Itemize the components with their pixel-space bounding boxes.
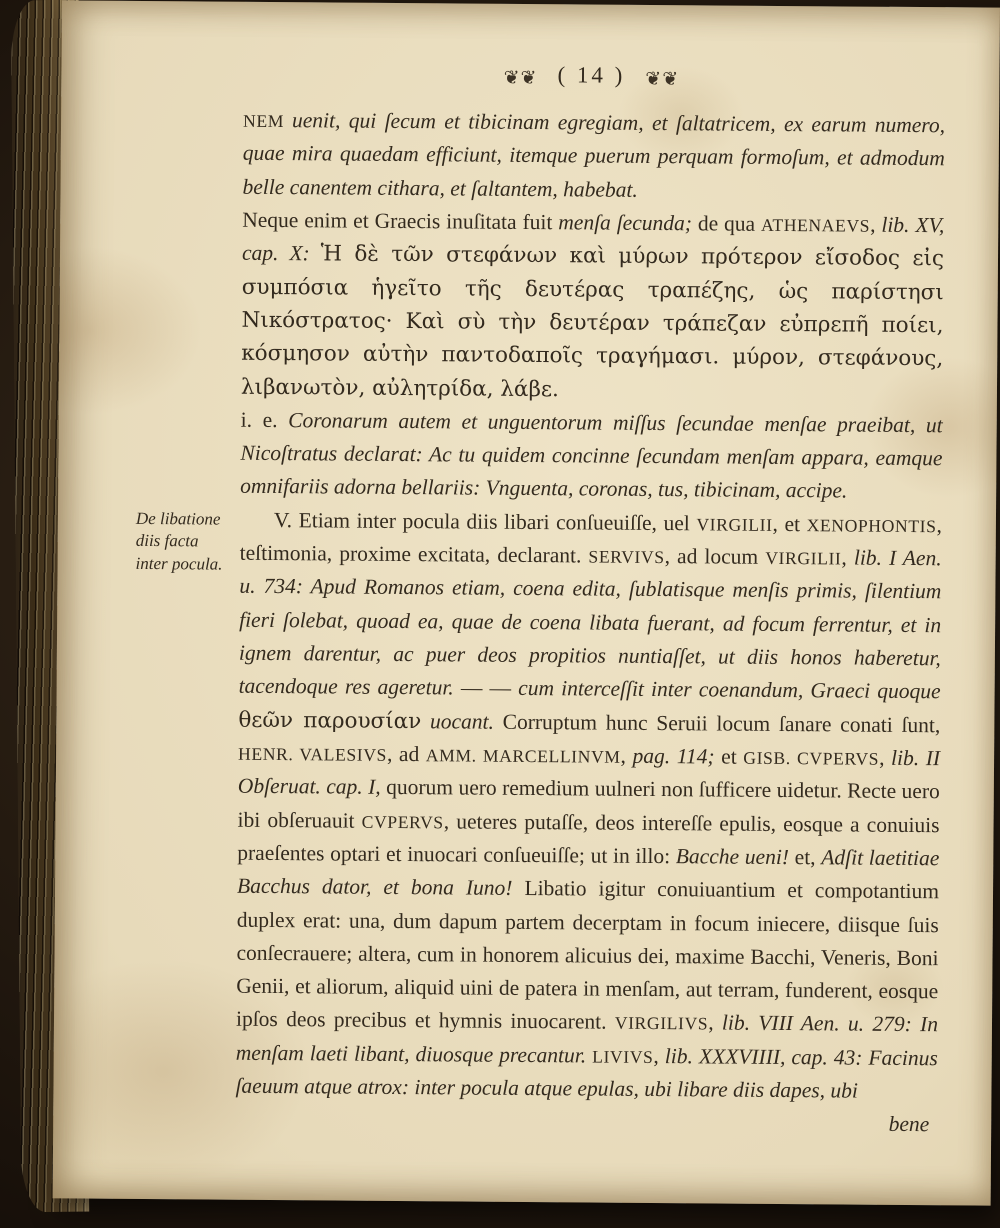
text-segment: lib. XXXVIIII, cap. 43: Facinus ſaeuum atque atrox: inter pocula atque epulas, ubi libare diis dapes, ubi (235, 1043, 938, 1103)
text-segment: , (841, 545, 854, 570)
text-segment: V. Etiam inter pocula diis libari conſueuiſſe, uel (273, 507, 697, 536)
text-segment: SERVIVS (588, 546, 665, 568)
page-number: ( 14 ) (557, 62, 626, 88)
paragraph (135, 503, 942, 1108)
text-segment: quorum uero remedium uulneri non ſufficere uidetur. Recte uero ibi obſeruauit (237, 775, 940, 833)
text-segment: uenit, qui ſecum et tibicinam egregiam, et ſaltatricem, ex earum numero, quae mira quaedam efficiunt, itemque puerum perquam formoſum, et admodum belle canentem cithara, et ſaltantem, habebat. (242, 108, 946, 202)
text-segment: Corruptum hunc Seruii locum ſanare conati ſunt, (493, 709, 941, 737)
text-segment: Neque enim et Graecis inuſitata fuit (242, 207, 559, 235)
text-segment: VIRGILIVS (614, 1013, 709, 1034)
text-segment: menſa ſecunda; (558, 210, 693, 236)
text-segment: ATHENAEVS (760, 214, 871, 236)
paragraph (242, 104, 945, 209)
text-segment: Bacche ueni! (675, 844, 790, 869)
text-segment: , teſtimonia, proxime excitata, declarant. (239, 512, 942, 568)
text-segment: , ad (386, 741, 426, 767)
text-segment: , (879, 745, 892, 770)
text-segment: uocant. (421, 708, 495, 734)
text-segment: et (714, 744, 744, 769)
text-segment: de qua (691, 211, 762, 236)
page-header (241, 60, 941, 92)
text-segment: Adſit laetitiae Bacchus dator, et bona Iuno! (236, 845, 940, 901)
text-segment: XENOPHONTIS (806, 514, 937, 536)
paragraph (240, 404, 943, 509)
text-segment: , (870, 212, 882, 237)
text-segment: i. e. (240, 407, 289, 432)
catchword: bene (888, 1112, 930, 1137)
text-segment: , ad locum (664, 544, 766, 569)
text-segment: LIVIVS (592, 1046, 654, 1067)
text-segment: AMM. MARCELLINVM (425, 745, 621, 767)
text-segment: , (708, 1010, 723, 1035)
paragraph (241, 204, 945, 409)
margin-note: De libatione diis facta inter pocula. (135, 508, 223, 574)
text-segment: Ἡ δὲ τῶν στεφάνων καὶ μύρων πρότερον εἴσοδος εἰς συμπόσια ἡγεῖτο τῆς δευτέρας τραπέζης, ὡς παρίστησι Νικόστρατος· Καὶ σὺ τὴν δευτέραν τράπεζαν εὐπρεπῆ ποίει, κόσμησον αὐτὴν παντοδαποῖς τραγήμασι. μύρον, στεφάνους, λιβανωτὸν, αὐλητρίδα, λάβε. (240, 241, 945, 402)
text-segment: cum interceſſit inter coenandum, Graeci quoque (518, 676, 941, 704)
paragraph-text (241, 204, 945, 409)
text-segment: , (620, 743, 633, 768)
paragraph-text (240, 404, 943, 509)
text-segment: VIRGILII (765, 547, 842, 569)
text-segment: — — (453, 675, 519, 701)
text-segment: lib. I Aen. u. 734: Apud Romanos etiam, coena edita, ſublatisque menſis primis, ſilentium fieri ſolebat, quoad ea, quae de coena libata fuerant, ad focum ferrentur, et in ignem darentur, ac puer deos propitios nuntiaſſet, ut diis honos haberetur, tacendoque res ageretur. (238, 545, 942, 700)
text-segment: , et (772, 511, 807, 536)
fleuron-ornament-right-icon: ❦❦ (645, 67, 680, 91)
book-page (53, 0, 1000, 1205)
text-block (135, 104, 946, 1142)
text-segment: VIRGILII (696, 514, 773, 535)
text-segment: GISB. CVPERVS (743, 747, 880, 769)
fleuron-ornament-left-icon: ❦❦ (503, 66, 538, 90)
text-segment: NEM (242, 110, 293, 132)
text-segment: lib. XV, cap. X: (241, 212, 945, 266)
text-segment: Libatio igitur conuiuantium et compotantium duplex erat: una, dum dapum partem decerptam in focum iniecere, diisque ſuis conſecrauere; altera, cum in honorem alicuius dei, maxime Bacchi, Veneris, Boni Genii, et aliorum, aliquid uini de patera in menſam, aut terram, funderent, eosque ipſos deos precibus et hymnis inuocarent. (235, 876, 940, 1035)
text-segment: pag. 114; (632, 743, 715, 769)
text-segment: HENR. VALESIVS (238, 743, 388, 765)
text-segment: Coronarum autem et unguentorum miſſus ſecundae menſae praeibat, ut Nicoſtratus declarat: Ac tu quidem concinne ſecundam menſam appara, eamque omnifariis adorna bellariis: Vnguenta, coronas, tus, tibicinam, accipe. (240, 407, 943, 503)
paragraphs-container (135, 104, 946, 1109)
paragraph-text (235, 503, 942, 1108)
paragraph-text (242, 104, 945, 209)
text-segment: , (653, 1043, 665, 1068)
text-segment: θεῶν παρουσίαν (238, 707, 422, 734)
text-segment: , ueteres putaſſe, deos intereſſe epulis, eosque a conuiuis praeſentes optari et inuocari conſueuiſſe; ut in illo: (237, 808, 940, 869)
text-segment: lib. VIII Aen. u. 279: In menſam laeti libant, diuosque precantur. (235, 1010, 939, 1068)
text-segment: CVPERVS (361, 811, 444, 832)
text-segment: et, (788, 844, 822, 870)
text-segment: lib. II Obſeruat. cap. I, (237, 745, 941, 800)
